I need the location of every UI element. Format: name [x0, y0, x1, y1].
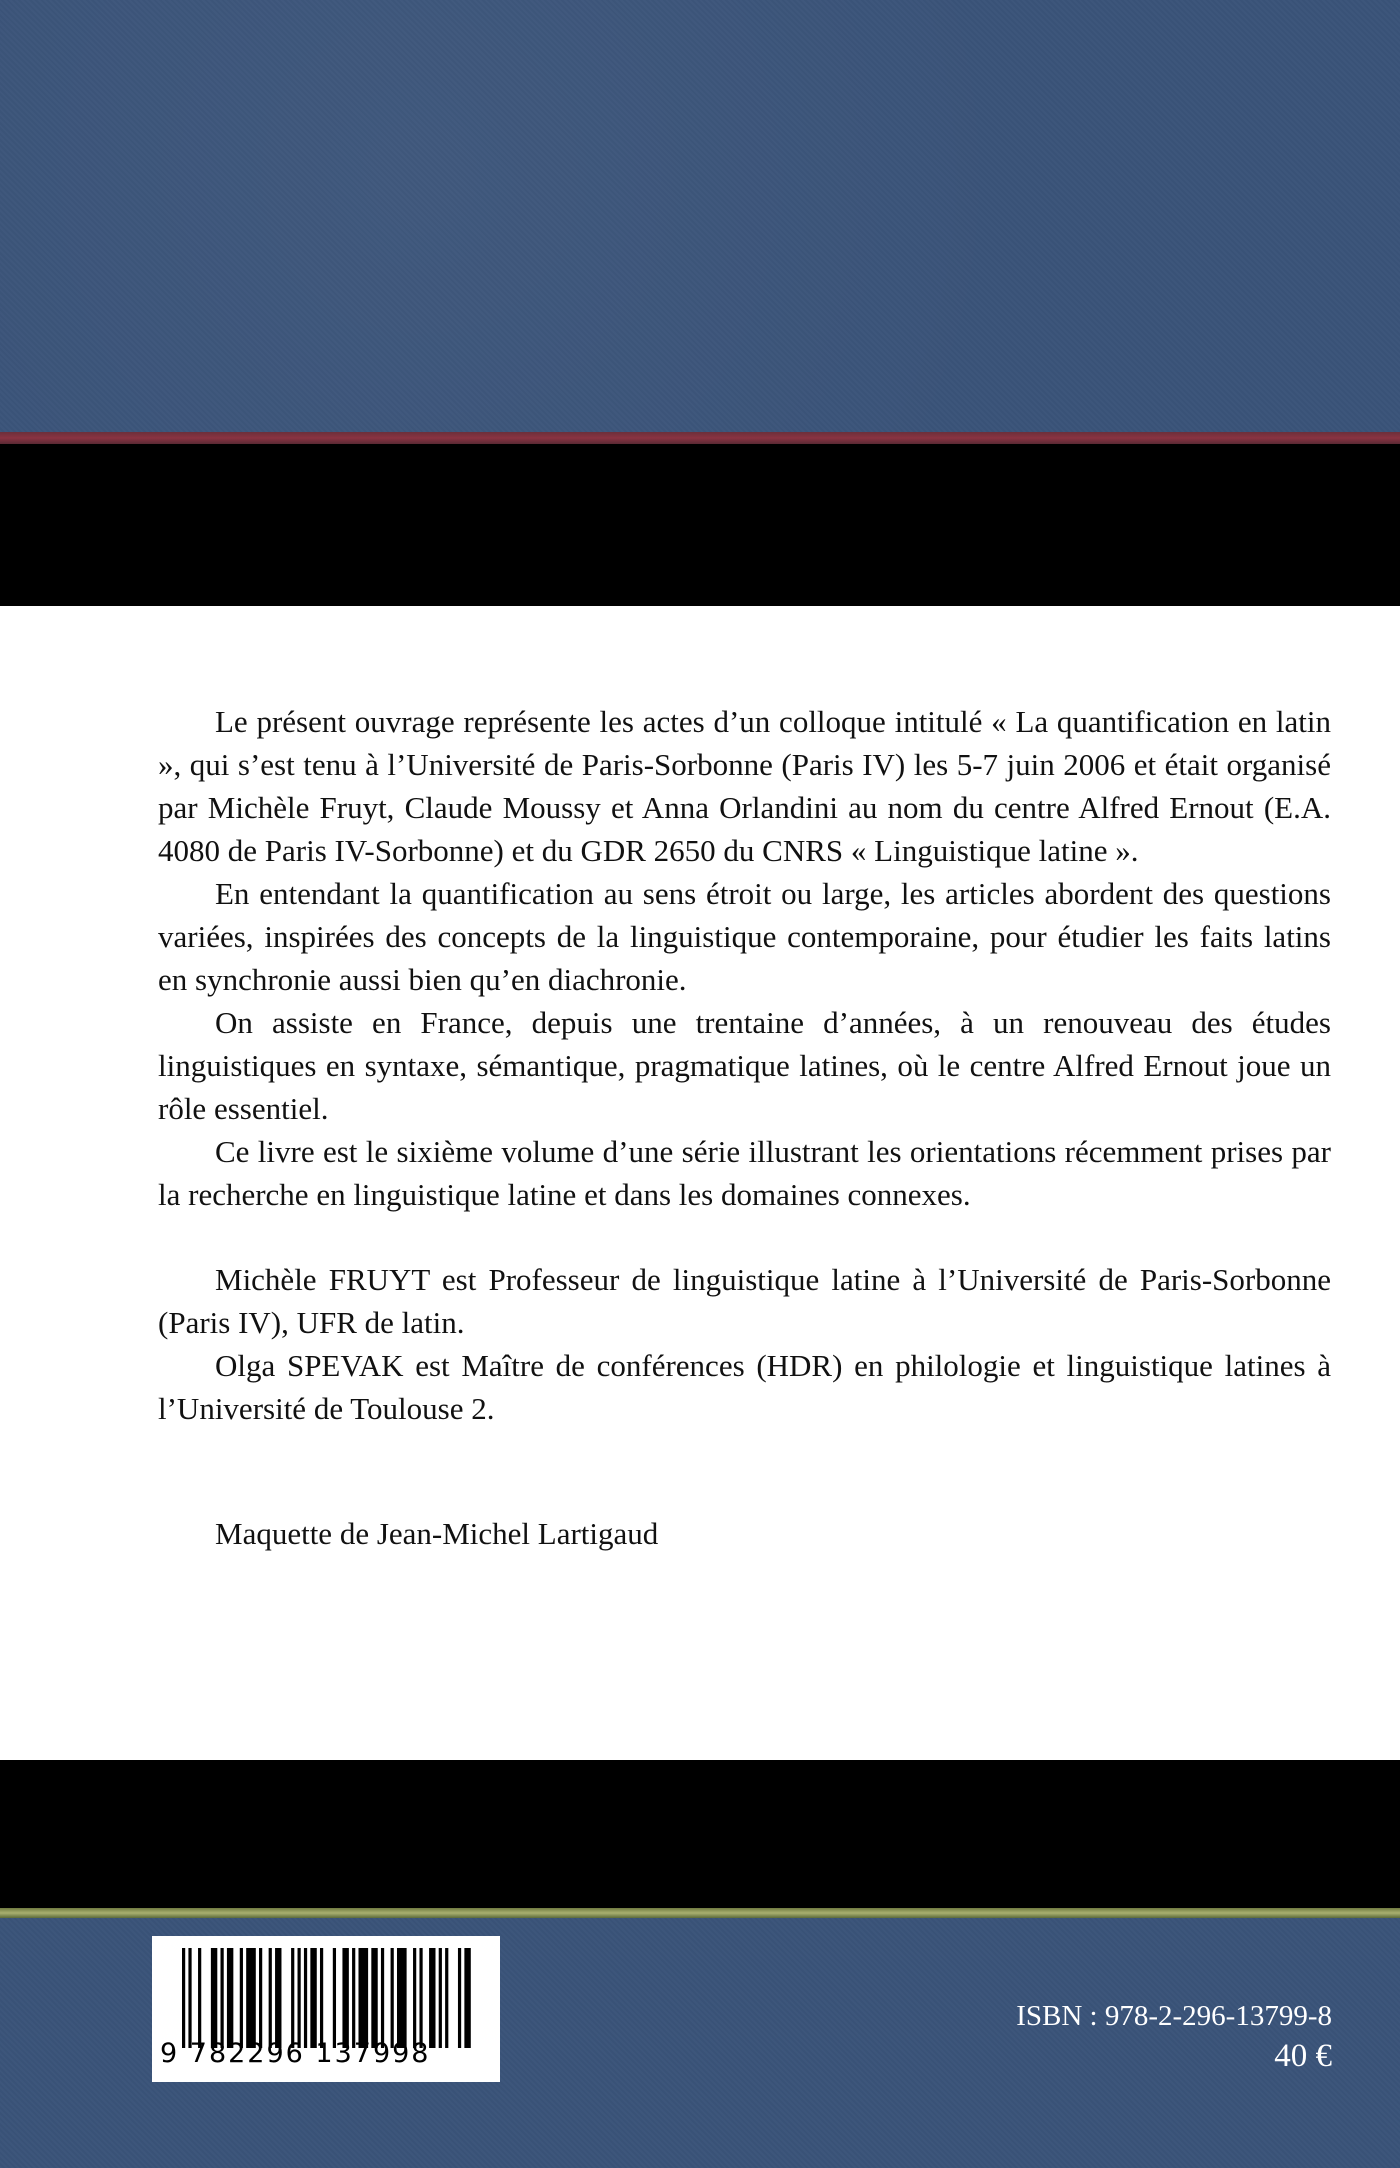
- barcode-bar: [419, 1948, 422, 2048]
- barcode-bar: [211, 1948, 217, 2048]
- barcode-bar: [358, 1948, 368, 2048]
- price: 40 €: [1274, 2038, 1332, 2074]
- barcode-bar: [269, 1948, 272, 2048]
- barcode-bar: [445, 1948, 448, 2048]
- barcode-bar: [291, 1948, 294, 2048]
- barcode-bar: [188, 1948, 191, 2048]
- barcode-bar: [227, 1948, 233, 2048]
- top-cover-panel: [0, 0, 1400, 438]
- barcode-bar: [198, 1948, 201, 2048]
- description-paragraph-2: En entendant la quantification au sens étroit ou large, les articles abordent des questions variées, inspirées des concepts de la linguistique contemporaine, pour étudier les faits latins en synchronie aussi bien qu’en diachronie.: [158, 876, 1331, 997]
- barcode-bar: [342, 1948, 348, 2048]
- barcode-bar: [439, 1948, 442, 2048]
- barcode-bar: [310, 1948, 316, 2048]
- barcode-bar: [298, 1948, 301, 2048]
- barcode-bar: [304, 1948, 307, 2048]
- barcode-bar: [333, 1948, 336, 2048]
- barcode-bar: [381, 1948, 384, 2048]
- top-black-band: [0, 444, 1400, 606]
- barcode-bar: [352, 1948, 355, 2048]
- barcode-bar: [320, 1948, 323, 2048]
- barcode-bar: [464, 1948, 470, 2048]
- barcode-bar: [275, 1948, 281, 2048]
- barcode-bar: [182, 1948, 185, 2048]
- barcode: [152, 1936, 500, 2082]
- barcode-bar: [240, 1948, 243, 2048]
- barcode-bar: [397, 1948, 407, 2048]
- barcode-bar: [391, 1948, 394, 2048]
- barcode-bar: [413, 1948, 416, 2048]
- barcode-bars: [182, 1948, 474, 2048]
- barcode-digits: 9 782296 137998: [160, 2038, 431, 2069]
- design-credit: Maquette de Jean-Michel Lartigaud: [215, 1516, 659, 1551]
- barcode-bar: [221, 1948, 224, 2048]
- top-red-stripe: [0, 432, 1400, 444]
- barcode-bar: [246, 1948, 256, 2048]
- description-paragraph-3: On assiste en France, depuis une trentaine d’années, à un renouveau des études linguistiques en syntaxe, sémantique, pragmatique latines, où le centre Alfred Ernout joue un rôle essentiel.: [158, 1005, 1331, 1126]
- bottom-olive-stripe: [0, 1908, 1400, 1918]
- barcode-bar: [458, 1948, 461, 2048]
- description-paragraph-4: Ce livre est le sixième volume d’une série illustrant les orientations récemment prises par la recherche en linguistique latine et dans les domaines connexes.: [158, 1134, 1331, 1212]
- isbn: ISBN : 978-2-296-13799-8: [1016, 2000, 1332, 2032]
- author-bio-1: Michèle FRUYT est Professeur de linguistique latine à l’Université de Paris-Sorbonne (Paris IV), UFR de latin.: [158, 1262, 1331, 1340]
- description-paragraph-1: Le présent ouvrage représente les actes d’un colloque intitulé « La quantification en latin », qui s’est tenu à l’Université de Paris-Sorbonne (Paris IV) les 5-7 juin 2006 et était organisé par Michèle Fruyt, Claude Moussy et Anna Orlandini au nom du centre Alfred Ernout (E.A. 4080 de Paris IV-Sorbonne) et du GDR 2650 du CNRS « Linguistique latine ».: [158, 704, 1331, 868]
- barcode-bar: [259, 1948, 262, 2048]
- barcode-bar: [371, 1948, 377, 2048]
- back-cover-text: [158, 700, 1331, 1555]
- author-bio-2: Olga SPEVAK est Maître de conférences (HDR) en philologie et linguistique latines à l’Université de Toulouse 2.: [158, 1348, 1331, 1426]
- barcode-bar: [429, 1948, 435, 2048]
- bottom-black-band: [0, 1760, 1400, 1908]
